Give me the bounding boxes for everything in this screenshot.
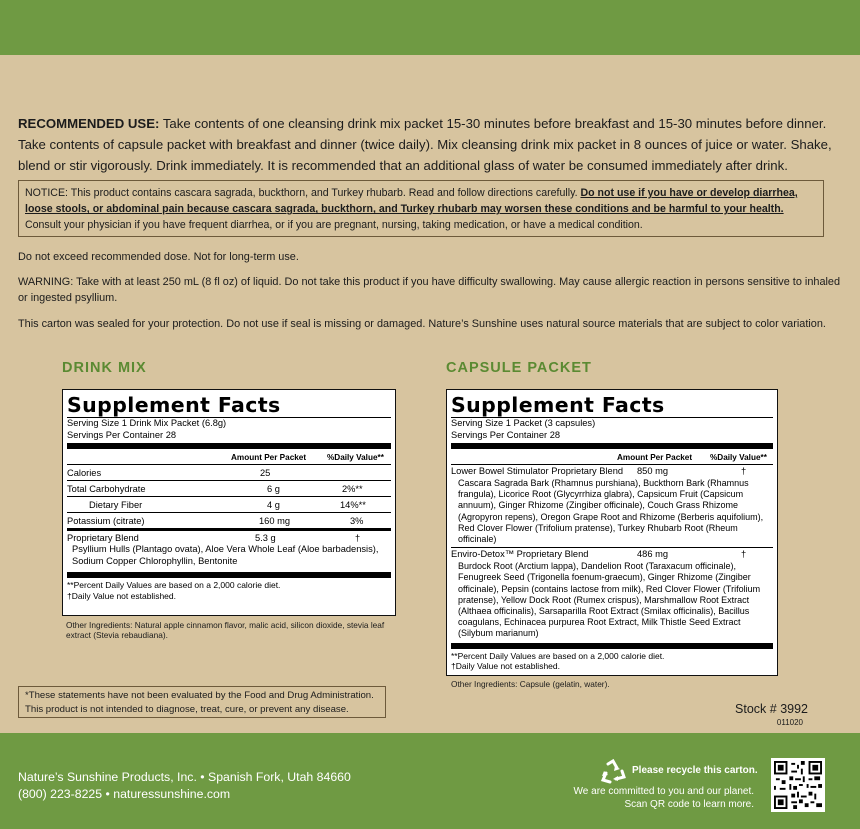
footnote: **Percent Daily Values are based on a 2,000 calorie diet.: [67, 580, 281, 591]
facts-heading: Supplement Facts: [451, 393, 665, 417]
stock-number: Stock # 3992: [735, 702, 808, 716]
blend-row: Enviro-Detox™ Proprietary Blend 486 mg †: [451, 549, 747, 560]
facts-heading: Supplement Facts: [67, 393, 281, 417]
servings-per-container: Servings Per Container 28: [451, 429, 561, 440]
footnote: **Percent Daily Values are based on a 2,000 calorie diet.: [451, 650, 665, 661]
table-row: Potassium (citrate) 160 mg 3%: [67, 512, 391, 528]
servings-per-container: Servings Per Container 28: [67, 429, 177, 440]
sealed-text: This carton was sealed for your protection. Do not use if seal is missing or damaged. Nature’s Sunshine uses natural source materials that are subject to color variation.: [18, 318, 826, 330]
notice-box: NOTICE: This product contains cascara sagrada, buckthorn, and Turkey rhubarb. Read and follow directions carefully. Do not use if you have or develop diarrhea, loose stools, or abdominal pain because cascara sagrada, buckthorn, and Turkey rhubarb may worsen these conditions and be harmful to your health. Consult your physician if you have frequent diarrhea, or if you are pregnant, nursing, taking medication, or have a medical condition.: [18, 180, 824, 237]
footnote: †Daily Value not established.: [451, 661, 560, 672]
table-row: Dietary Fiber 4 g 14%**: [67, 496, 391, 512]
top-green-band: [0, 0, 860, 55]
blend-row: Proprietary Blend 5.3 g †: [67, 533, 361, 543]
footer-band: [0, 733, 860, 829]
recommended-use: RECOMMENDED USE: Take contents of one cleansing drink mix packet 15-30 minutes before breakfast and 15-30 minutes before dinner. Take contents of capsule packet with breakfast and dinner (twice daily). Mix cleansing drink mix packet in 8 ounces of juice or water. Shake, blend or stir vigorously. Drink immediately. It is recommended that an additional glass of water be consumed immediately after drink.: [18, 116, 832, 173]
capsule-other-ingredients: Other Ingredients: Capsule (gelatin, water).: [451, 679, 610, 689]
warning-text: WARNING: Take with at least 250 mL (8 fl oz) of liquid. Do not take this product if you have difficulty swallowing. May cause allergic reaction in persons sensitive to inhaled or ingested psyllium.: [18, 276, 841, 304]
drink-mix-facts-panel: [62, 389, 396, 616]
blend-description: Cascara Sagrada Bark (Rhamnus purshiana), Buckthorn Bark (Rhamnus frangula), Licorice Root (Glycyrrhiza glabra), Capsicum Fruit (Capsicum annuum), Ginger Rhizome (Zingiber officinale), Couch Grass Rhizome (Agropyron repens), Oregon Grape Root and Rhizome (Berberis aquifolium), Red Clover Flower (Trifolium pratense), Turkey Rhubarb Root (Rheum officinale): [458, 478, 764, 545]
product-code: 011020: [776, 718, 803, 727]
serving-size: Serving Size 1 Drink Mix Packet (6.8g): [67, 418, 227, 428]
table-row: Calories 25: [67, 464, 391, 480]
col-dv: %Daily Value**: [710, 453, 767, 462]
serving-size: Serving Size 1 Packet (3 capsules): [451, 418, 596, 428]
qr-code-icon[interactable]: [771, 758, 825, 812]
col-amount: Amount Per Packet: [617, 453, 693, 462]
company-info: Nature’s Sunshine Products, Inc. • Spanish Fork, Utah 84660 (800) 223-8225 • naturessunshine.com: [18, 770, 351, 801]
fda-disclaimer: *These statements have not been evaluated by the Food and Drug Administration. This product is not intended to diagnose, treat, cure, or prevent any disease.: [18, 686, 386, 718]
col-amount: Amount Per Packet: [231, 453, 307, 462]
blend-description: Burdock Root (Arctium lappa), Dandelion Root (Taraxacum officinale), Fenugreek Seed (Trigonella foenum-graecum), Ginger Rhizome (Zingiber officinale), Pepsin (contains lactose from milk), Red Clover Flower (Trifolium pratense), Yellow Dock Root (Rumex crispus), Marshmallow Root Extract (Althaea officinalis), Sarsaparilla Root Extract (Smilax officinalis), Bacillus coagulans, Echinacea purpurea Root Extract, Milk Thistle Seed Extract (Silybum marianum): [458, 561, 761, 639]
commitment-text: We are committed to you and our planet. Scan QR code to learn more.: [573, 786, 754, 810]
recycle-icon: [599, 758, 627, 786]
table-row: Total Carbohydrate 6 g 2%**: [67, 480, 391, 496]
drink-mix-other-ingredients: Other Ingredients: Natural apple cinnamon flavor, malic acid, silicon dioxide, stevia leaf extract (Stevia rebaudiana).: [66, 620, 385, 641]
blend-row: Lower Bowel Stimulator Proprietary Blend 850 mg †: [451, 466, 747, 476]
capsule-facts-panel: [446, 389, 778, 676]
recycle-text: Please recycle this carton.: [632, 765, 758, 776]
dose-text: Do not exceed recommended dose. Not for long-term use.: [18, 251, 299, 263]
drink-mix-title: DRINK MIX: [62, 360, 147, 376]
col-dv: %Daily Value**: [327, 453, 384, 462]
footnote: †Daily Value not established.: [67, 590, 176, 601]
blend-description: Psyllium Hulls (Plantago ovata), Aloe Vera Whole Leaf (Aloe barbadensis), Sodium Copper Chlorophyllin, Bentonite: [72, 544, 379, 566]
capsule-packet-title: CAPSULE PACKET: [446, 360, 592, 376]
